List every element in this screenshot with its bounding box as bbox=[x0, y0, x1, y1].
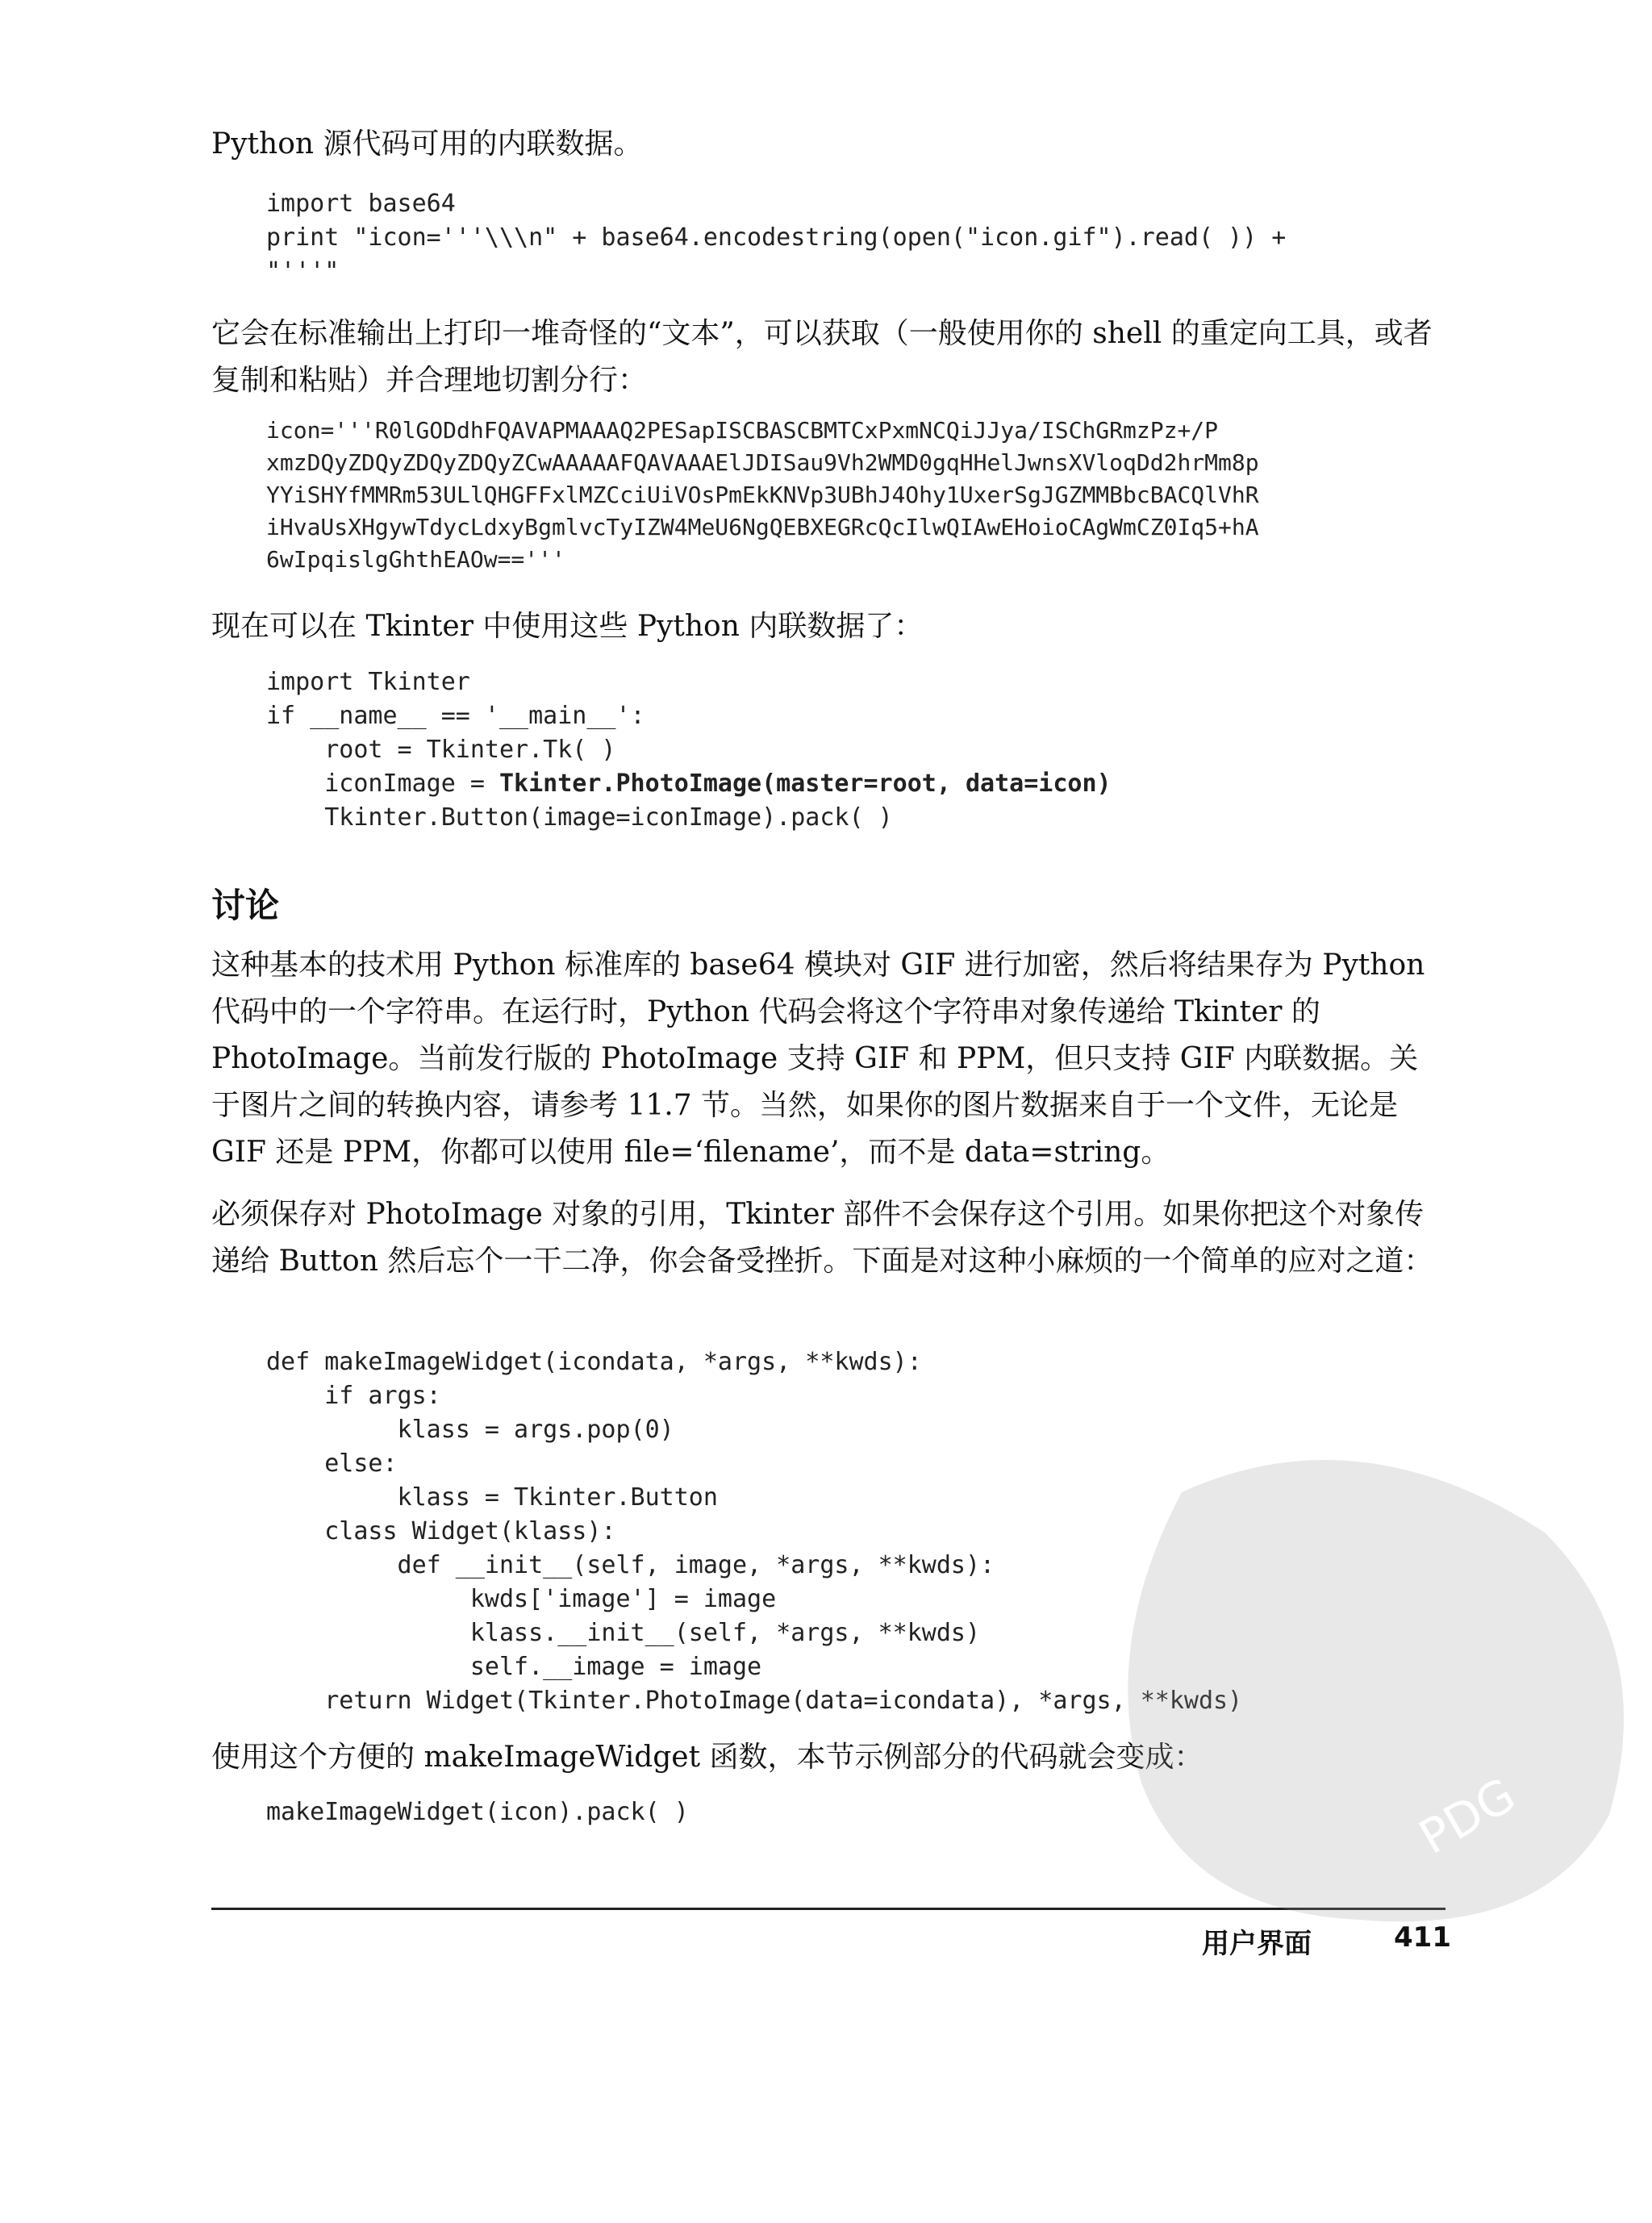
section-heading: 讨论 bbox=[211, 886, 280, 925]
paragraph-use: 现在可以在 Tkinter 中使用这些 Python 内联数据了： bbox=[211, 610, 924, 643]
paragraph-output: 它会在标准输出上打印一堆奇怪的“文本”，可以获取（一般使用你的 shell 的重定向工具，或者复制和粘贴）并合理地切割分行： bbox=[211, 317, 1433, 397]
code-line-bold: Tkinter.PhotoImage(master=root, data=icon) bbox=[499, 770, 1112, 798]
intro-text: Python 源代码可用的内联数据。 bbox=[211, 127, 643, 161]
paragraph-discussion-1: 这种基本的技术用 Python 标准库的 base64 模块对 GIF 进行加密，然后将结果存为 Python 代码中的一个字符串。在运行时，Python 代码会将这个字符串对象传递给 Tkinter 的 PhotoImage。当前发行版的 PhotoImage 支持 GIF 和 PPM，但只支持 GIF 内联数据。关于图片之间的转换内容，请参考 11.7 节。当然，如果你的图片数据来自于一个文件，无论是 GIF 还是 PPM，你都可以使用 file=‘filename’，而不是 data=string。 bbox=[211, 949, 1425, 1169]
code-line: if __name__ == '__main__': bbox=[266, 702, 645, 730]
code-block-tkinter bbox=[266, 665, 1112, 835]
code-line: import Tkinter bbox=[266, 668, 470, 696]
footer-page-number: 411 bbox=[1394, 1921, 1451, 1954]
code-line: root = Tkinter.Tk( ) bbox=[266, 736, 616, 764]
code-block-widget: def makeImageWidget(icondata, *args, **kwds): if args: klass = args.pop(0) else: klass = Tkinter.Button class Widget(klass): def __init__(self, image, *args, **kwds): kwds['image'] = image klass.__init__(self, *args, **kwds) self.__image = image return Widget(Tkinter.PhotoImage(data=icondata), *args, **kwds) bbox=[266, 1348, 1243, 1715]
code-line: iconImage = bbox=[266, 770, 499, 798]
svg-text:PDG: PDG bbox=[1410, 1766, 1525, 1866]
code-line: Tkinter.Button(image=iconImage).pack( ) bbox=[266, 803, 893, 832]
code-block-short: makeImageWidget(icon).pack( ) bbox=[266, 1798, 689, 1826]
paragraph-helper: 使用这个方便的 makeImageWidget 函数，本节示例部分的代码就会变成： bbox=[211, 1741, 1204, 1774]
code-block-encode: import base64 print "icon='''\\\n" + base64.encodestring(open("icon.gif").read( )) + "'''" bbox=[266, 190, 1287, 286]
code-block-icon-data: icon='''R0lGODdhFQAVAPMAAAQ2PESapISCBASCBMTCxPxmNCQiJJya/ISChGRmzPz+/P xmzDQyZDQyZDQyZDQyZCwAAAAAFQAVAAAElJDISau9Vh2WMD0gqHHelJwnsXVloqDd2hrMm8p YYiSHYfMMRm53ULlQHGFFxlMZCciUiVOsPmEkKNVp3UBhJ4Ohy1UxerSgJGZMMBbcBACQlVhR iHvaUsXHgywTdycLdxyBgmlvcTyIZW4MeU6NgQEBXEGRcQcIlwQIAwEHoioCAgWmCZ0Iq5+hA 6wIpqislgGhthEAOw==''' bbox=[266, 417, 1259, 573]
paragraph-discussion-2: 必须保存对 PhotoImage 对象的引用，Tkinter 部件不会保存这个引用。如果你把这个对象传递给 Button 然后忘个一干二净，你会备受挫折。下面是对这种小麻烦的一个简单的应对之道： bbox=[211, 1198, 1433, 1278]
footer-chapter: 用户界面 bbox=[1202, 1928, 1312, 1960]
footer-rule bbox=[211, 1908, 1446, 1910]
